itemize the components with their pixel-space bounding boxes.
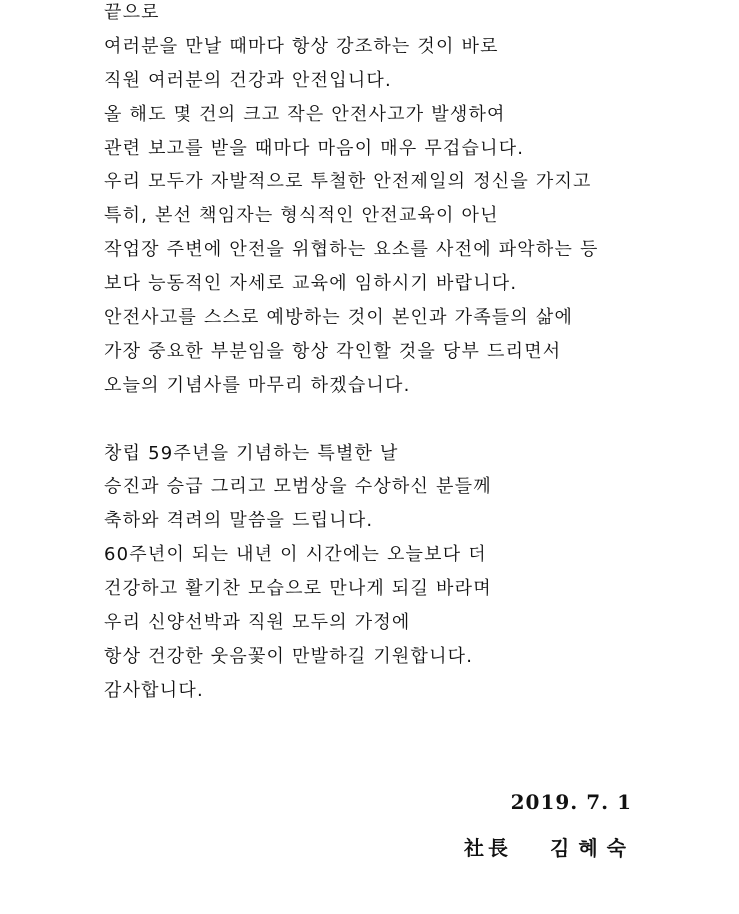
text-line: 작업장 주변에 안전을 위협하는 요소를 사전에 파악하는 등: [104, 239, 599, 261]
paragraph-break: [104, 405, 599, 439]
document-date: 2019. 7. 1: [510, 790, 632, 814]
signature-block: [464, 832, 635, 861]
text-line: 특히, 본선 책임자는 형식적인 안전교육이 아닌: [104, 205, 499, 227]
text-line: 건강하고 활기찬 모습으로 만나게 되길 바라며: [104, 578, 492, 600]
text-line: 끝으로: [104, 2, 160, 23]
text-line: 안전사고를 스스로 예방하는 것이 본인과 가족들의 삶에: [104, 307, 574, 329]
text-line: 오늘의 기념사를 마무리 하겠습니다.: [104, 374, 411, 396]
text-line: 창립 59주년을 기념하는 특별한 날: [104, 442, 399, 464]
text-line: 항상 건강한 웃음꽃이 만발하길 기원합니다.: [104, 645, 474, 667]
text-line: 승진과 승급 그리고 모범상을 수상하신 분들께: [104, 476, 492, 498]
text-line: 60주년이 되는 내년 이 시간에는 오늘보다 더: [104, 544, 487, 566]
text-line: 여러분을 만날 때마다 항상 강조하는 것이 바로: [104, 35, 499, 57]
text-line: 가장 중요한 부분임을 항상 각인할 것을 당부 드리면서: [104, 340, 562, 362]
signer-name: 김혜숙: [550, 836, 635, 860]
text-line: 직원 여러분의 건강과 안전입니다.: [104, 69, 392, 91]
text-line: 관련 보고를 받을 때마다 마음이 매우 무겁습니다.: [104, 137, 525, 159]
text-line: 감사합니다.: [104, 679, 204, 701]
text-line: 올 해도 몇 건의 크고 작은 안전사고가 발생하여: [104, 103, 506, 125]
signer-title: 社長: [464, 836, 513, 860]
text-line: 우리 모두가 자발적으로 투철한 안전제일의 정신을 가지고: [104, 171, 592, 193]
speech-body: [104, 0, 599, 710]
text-line: 축하와 격려의 말씀을 드립니다.: [104, 510, 374, 532]
text-line: 보다 능동적인 자세로 교육에 임하시기 바랍니다.: [104, 273, 518, 295]
text-line: 우리 신양선박과 직원 모두의 가정에: [104, 612, 411, 634]
